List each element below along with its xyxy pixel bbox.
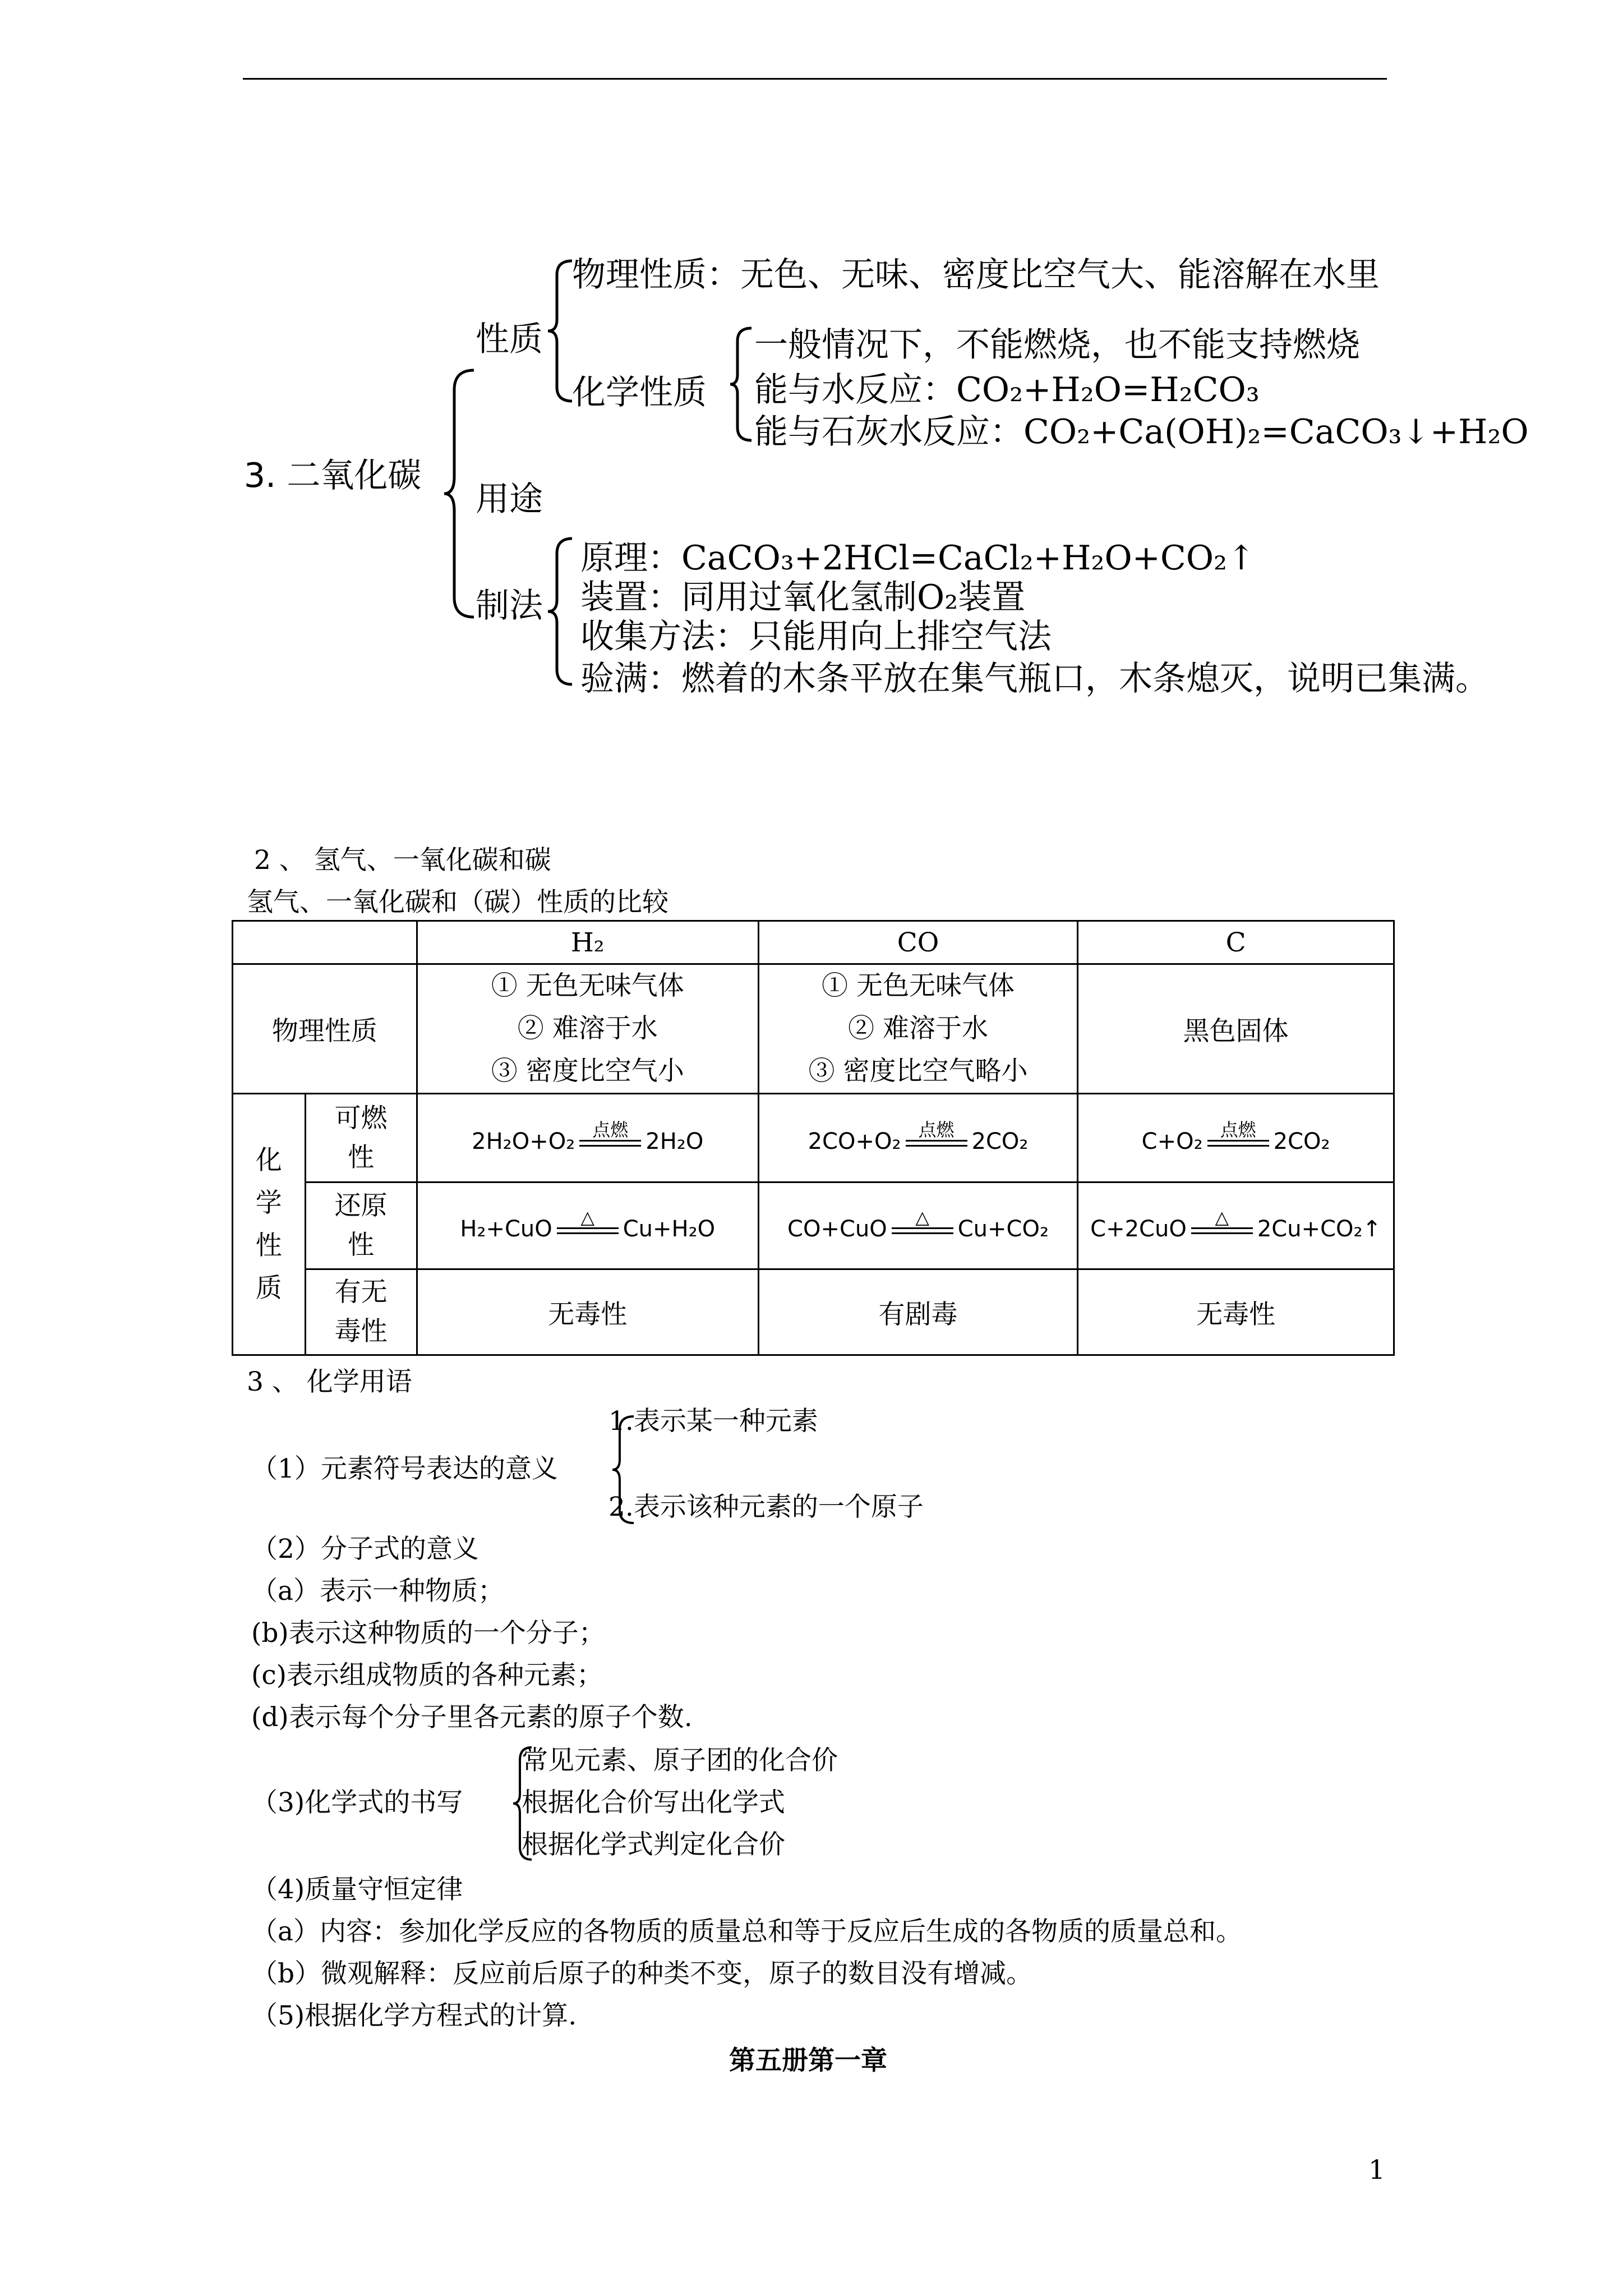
chemical-label-char: 性 xyxy=(255,1230,282,1261)
item-1: （1）元素符号表达的意义 xyxy=(251,1453,558,1484)
equation xyxy=(808,1121,1029,1154)
condition-label: 点燃 xyxy=(1220,1119,1256,1140)
xingzhi-label: 性质 xyxy=(476,320,543,359)
section-2-heading: 2 、 氢气、一氧化碳和碳 xyxy=(254,845,551,876)
huaxue-line-2: 能与水反应：CO₂+H₂O=H₂CO₃ xyxy=(754,370,1260,409)
reactants: 2H₂O+O₂ xyxy=(472,1128,575,1154)
item-2-a: （a）表示一种物质； xyxy=(251,1576,505,1607)
equation xyxy=(472,1121,703,1154)
zhifa-line-4: 验满：燃着的木条平放在集气瓶口，木条熄灭，说明已集满。 xyxy=(580,659,1489,698)
table-corner-cell xyxy=(233,921,417,964)
products: Cu+H₂O xyxy=(623,1216,716,1242)
reactants: C+O₂ xyxy=(1141,1128,1203,1154)
h2-reduction xyxy=(417,1182,758,1269)
item-5: （5)根据化学方程式的计算. xyxy=(251,2000,577,2031)
xingzhi-brace xyxy=(547,258,575,404)
list-item: ① 无色无味气体 xyxy=(491,970,684,1001)
equation xyxy=(1090,1208,1381,1242)
zhifa-line-3: 收集方法：只能用向上排空气法 xyxy=(580,617,1052,656)
label-line: 毒性 xyxy=(334,1316,388,1347)
products: 2H₂O xyxy=(645,1128,704,1154)
item-2-b: (b)表示这种物质的一个分子； xyxy=(251,1618,605,1649)
label-line: 性 xyxy=(348,1230,375,1260)
reaction-arrow xyxy=(1191,1208,1253,1242)
zhifa-brace xyxy=(547,536,575,687)
reaction-arrow xyxy=(557,1208,619,1242)
item-2: （2）分子式的意义 xyxy=(251,1534,479,1565)
c-combustion xyxy=(1078,1094,1394,1182)
label-line: 有无 xyxy=(334,1277,388,1308)
wuli-xingzhi: 物理性质：无色、无味、密度比空气大、能溶解在水里 xyxy=(572,255,1380,295)
label-line: 还原 xyxy=(334,1190,388,1221)
c-toxicity: 无毒性 xyxy=(1078,1269,1394,1355)
header-rule xyxy=(243,78,1387,80)
equation xyxy=(1142,1121,1330,1154)
toxicity-label xyxy=(305,1269,417,1355)
list-item: ② 难溶于水 xyxy=(517,1013,658,1044)
reaction-arrow xyxy=(579,1121,641,1154)
co-toxicity: 有剧毒 xyxy=(758,1269,1077,1355)
zhifa-line-2: 装置：同用过氧化氢制O₂装置 xyxy=(580,578,1026,617)
reactants: CO+CuO xyxy=(787,1216,887,1242)
item-2-c: (c)表示组成物质的各种元素； xyxy=(251,1660,603,1691)
table-row-combustion xyxy=(233,1094,1394,1182)
reaction-arrow xyxy=(1207,1121,1269,1154)
list-item: ② 难溶于水 xyxy=(848,1013,988,1044)
condition-label: 点燃 xyxy=(918,1119,955,1140)
co2-title: 3. 二氧化碳 xyxy=(244,456,422,495)
header-h2: H₂ xyxy=(417,921,758,964)
double-bar xyxy=(579,1140,641,1147)
reactants: H₂+CuO xyxy=(460,1216,552,1242)
products: Cu+CO₂ xyxy=(957,1216,1049,1242)
reaction-arrow xyxy=(906,1121,967,1154)
item-1-b: 2.表示该种元素的一个原子 xyxy=(608,1492,924,1522)
double-bar xyxy=(906,1140,967,1147)
comparison-table xyxy=(232,920,1395,1356)
co-physical xyxy=(758,964,1077,1094)
table-row-toxicity xyxy=(233,1269,1394,1355)
zhifa-label: 制法 xyxy=(476,586,543,625)
zhifa-line-1: 原理：CaCO₃+2HCl=CaCl₂+H₂O+CO₂↑ xyxy=(580,539,1256,578)
chapter-title: 第五册第一章 xyxy=(729,2045,887,2076)
products: 2CO₂ xyxy=(1273,1128,1330,1154)
condition-label: △ xyxy=(915,1207,930,1228)
h2-physical xyxy=(417,964,758,1094)
equation xyxy=(460,1208,715,1242)
huaxue-xingzhi-label: 化学性质 xyxy=(572,373,707,412)
item-3-b: 根据化合价写出化学式 xyxy=(522,1787,785,1818)
item-4: （4)质量守恒定律 xyxy=(251,1874,463,1905)
reaction-arrow xyxy=(892,1208,953,1242)
double-bar xyxy=(1207,1140,1269,1147)
item-3-c: 根据化学式判定化合价 xyxy=(522,1829,785,1860)
huaxue-line-3: 能与石灰水反应：CO₂+Ca(OH)₂=CaCO₃↓+H₂O xyxy=(754,412,1529,452)
label-line: 可燃 xyxy=(334,1102,388,1134)
reactants: 2CO+O₂ xyxy=(808,1128,901,1154)
list-item: ③ 密度比空气小 xyxy=(491,1056,684,1087)
item-3-a: 常见元素、原子团的化合价 xyxy=(522,1745,838,1776)
huaxue-brace xyxy=(729,325,754,443)
physical-label: 物理性质 xyxy=(233,964,417,1094)
item-2-d: (d)表示每个分子里各元素的原子个数. xyxy=(251,1702,693,1733)
yongtu-label: 用途 xyxy=(476,480,543,519)
section-2-subheading: 氢气、一氧化碳和（碳）性质的比较 xyxy=(247,887,668,918)
list-item: ③ 密度比空气略小 xyxy=(808,1056,1028,1087)
condition-label: △ xyxy=(1215,1207,1229,1228)
item-4-a: （a）内容：参加化学反应的各物质的质量总和等于反应后生成的各物质的质量总和。 xyxy=(251,1916,1243,1947)
reactants: C+2CuO xyxy=(1090,1216,1187,1242)
c-reduction xyxy=(1078,1182,1394,1269)
h2-combustion xyxy=(417,1094,758,1182)
h2-toxicity: 无毒性 xyxy=(417,1269,758,1355)
c-physical: 黑色固体 xyxy=(1078,964,1394,1094)
equation xyxy=(787,1208,1049,1242)
products: 2CO₂ xyxy=(971,1128,1029,1154)
label-line: 性 xyxy=(348,1142,375,1173)
double-bar xyxy=(892,1227,953,1234)
table-header-row xyxy=(233,921,1394,964)
products: 2Cu+CO₂↑ xyxy=(1257,1216,1382,1242)
chemical-label-char: 质 xyxy=(255,1272,282,1304)
reduction-label xyxy=(305,1182,417,1269)
list-item: ① 无色无味气体 xyxy=(822,970,1015,1001)
co-reduction xyxy=(758,1182,1077,1269)
combustion-label xyxy=(305,1094,417,1182)
double-bar xyxy=(557,1227,619,1234)
chemical-label-char: 学 xyxy=(255,1187,282,1218)
chemical-label-char: 化 xyxy=(255,1144,282,1176)
co2-main-brace xyxy=(443,367,477,620)
chemical-label xyxy=(233,1094,306,1355)
table-row-reduction xyxy=(233,1182,1394,1269)
condition-label: △ xyxy=(580,1207,595,1228)
header-c: C xyxy=(1078,921,1394,964)
condition-label: 点燃 xyxy=(592,1119,629,1140)
double-bar xyxy=(1191,1227,1253,1234)
item-3: （3)化学式的书写 xyxy=(251,1787,463,1818)
item-1-a: 1.表示某一种元素 xyxy=(608,1406,818,1437)
co-combustion xyxy=(758,1094,1077,1182)
item-4-b: （b）微观解释：反应前后原子的种类不变，原子的数目没有增减。 xyxy=(251,1958,1033,1989)
huaxue-line-1: 一般情况下，不能燃烧，也不能支持燃烧 xyxy=(754,325,1360,365)
page-number: 1 xyxy=(1368,2155,1385,2185)
header-co: CO xyxy=(758,921,1077,964)
table-row-physical xyxy=(233,964,1394,1094)
section-3-heading: 3 、 化学用语 xyxy=(247,1366,412,1397)
